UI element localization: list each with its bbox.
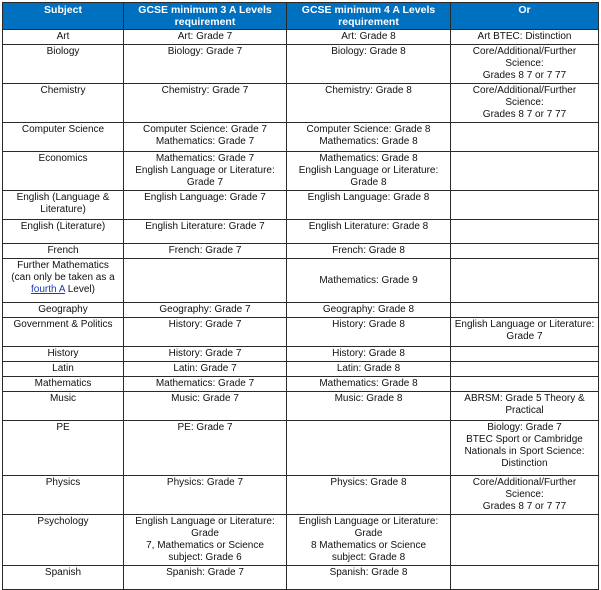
- req3-cell: Spanish: Grade 7: [124, 566, 287, 590]
- table-row: [3, 84, 599, 123]
- or-cell: Core/Additional/Further Science: Grades 8 7 or 7 77: [451, 476, 599, 515]
- req4-cell: Physics: Grade 8: [287, 476, 451, 515]
- or-cell: [451, 123, 599, 152]
- req3-cell: History: Grade 7: [124, 318, 287, 347]
- or-cell: [451, 377, 599, 392]
- table-row: [3, 152, 599, 191]
- or-cell: [451, 303, 599, 318]
- or-cell: [451, 244, 599, 259]
- subject-cell: Latin: [3, 362, 124, 377]
- or-cell: Core/Additional/Further Science: Grades 8 7 or 7 77: [451, 84, 599, 123]
- req4-cell: Geography: Grade 8: [287, 303, 451, 318]
- table-row: [3, 362, 599, 377]
- subject-tail: Level): [64, 284, 95, 295]
- req4-cell: Mathematics: Grade 8 English Language or Literature: Grade 8: [287, 152, 451, 191]
- or-cell: English Language or Literature: Grade 7: [451, 318, 599, 347]
- subject-cell: Music: [3, 392, 124, 421]
- or-cell: [451, 152, 599, 191]
- table-row: [3, 377, 599, 392]
- req3-cell: English Language or Literature: Grade 7, Mathematics or Science subject: Grade 6: [124, 515, 287, 566]
- req3-cell: PE: Grade 7: [124, 421, 287, 476]
- table-row: [3, 244, 599, 259]
- req4-cell: English Language: Grade 8: [287, 191, 451, 220]
- req3-cell: Physics: Grade 7: [124, 476, 287, 515]
- subject-cell: English (Language & Literature): [3, 191, 124, 220]
- req4-cell: Art: Grade 8: [287, 30, 451, 45]
- table-row: [3, 303, 599, 318]
- req4-cell: Mathematics: Grade 9: [287, 259, 451, 303]
- req4-cell: [287, 421, 451, 476]
- req4-cell: English Literature: Grade 8: [287, 220, 451, 244]
- req4-cell: Latin: Grade 8: [287, 362, 451, 377]
- req3-cell: Latin: Grade 7: [124, 362, 287, 377]
- subject-cell: Computer Science: [3, 123, 124, 152]
- or-cell: ABRSM: Grade 5 Theory & Practical: [451, 392, 599, 421]
- or-cell: [451, 259, 599, 303]
- subject-cell: French: [3, 244, 124, 259]
- subject-cell: History: [3, 347, 124, 362]
- req3-cell: Art: Grade 7: [124, 30, 287, 45]
- table-row: [3, 515, 599, 566]
- or-cell: Core/Additional/Further Science: Grades 8 7 or 7 77: [451, 45, 599, 84]
- subject-cell: [3, 259, 124, 303]
- header-or: Or: [451, 3, 599, 30]
- subject-cell: Physics: [3, 476, 124, 515]
- subject-cell: Art: [3, 30, 124, 45]
- req4-cell: Biology: Grade 8: [287, 45, 451, 84]
- table-row: [3, 30, 599, 45]
- subject-cell: Chemistry: [3, 84, 124, 123]
- req4-cell: Mathematics: Grade 8: [287, 377, 451, 392]
- req4-cell: Music: Grade 8: [287, 392, 451, 421]
- req4-cell: Chemistry: Grade 8: [287, 84, 451, 123]
- subject-cell: Spanish: [3, 566, 124, 590]
- subject-cell: Economics: [3, 152, 124, 191]
- req4-cell: Spanish: Grade 8: [287, 566, 451, 590]
- subject-cell: Psychology: [3, 515, 124, 566]
- header-row: [3, 3, 599, 30]
- req3-cell: Computer Science: Grade 7 Mathematics: Grade 7: [124, 123, 287, 152]
- subject-cell: PE: [3, 421, 124, 476]
- or-cell: [451, 566, 599, 590]
- req3-cell: History: Grade 7: [124, 347, 287, 362]
- or-cell: [451, 515, 599, 566]
- req3-cell: Chemistry: Grade 7: [124, 84, 287, 123]
- req3-cell: English Literature: Grade 7: [124, 220, 287, 244]
- req4-cell: History: Grade 8: [287, 318, 451, 347]
- req3-cell: Music: Grade 7: [124, 392, 287, 421]
- table-row: [3, 566, 599, 590]
- table-row: [3, 392, 599, 421]
- or-cell: [451, 191, 599, 220]
- or-cell: [451, 347, 599, 362]
- req4-cell: English Language or Literature: Grade 8 Mathematics or Science subject: Grade 8: [287, 515, 451, 566]
- header-min-3-a-levels: GCSE minimum 3 A Levels requirement: [124, 3, 287, 30]
- req3-cell: English Language: Grade 7: [124, 191, 287, 220]
- req4-cell: French: Grade 8: [287, 244, 451, 259]
- subject-cell: Geography: [3, 303, 124, 318]
- or-cell: [451, 362, 599, 377]
- table-row: [3, 421, 599, 476]
- table-row: [3, 220, 599, 244]
- table-row: [3, 318, 599, 347]
- table-row: [3, 259, 599, 303]
- req3-cell: Mathematics: Grade 7: [124, 377, 287, 392]
- header-subject: Subject: [3, 3, 124, 30]
- req3-cell: [124, 259, 287, 303]
- table-row: [3, 45, 599, 84]
- req3-cell: Biology: Grade 7: [124, 45, 287, 84]
- req4-cell: History: Grade 8: [287, 347, 451, 362]
- header-min-4-a-levels: GCSE minimum 4 A Levels requirement: [287, 3, 451, 30]
- req3-cell: French: Grade 7: [124, 244, 287, 259]
- subject-cell: Biology: [3, 45, 124, 84]
- table-row: [3, 347, 599, 362]
- or-cell: Biology: Grade 7 BTEC Sport or Cambridge Nationals in Sport Science: Distinction: [451, 421, 599, 476]
- req3-cell: Geography: Grade 7: [124, 303, 287, 318]
- subject-cell: Government & Politics: [3, 318, 124, 347]
- req3-cell: Mathematics: Grade 7 English Language or Literature: Grade 7: [124, 152, 287, 191]
- gcse-requirements-table: [2, 2, 599, 590]
- table-row: [3, 476, 599, 515]
- fourth-a-link[interactable]: fourth A: [31, 284, 65, 295]
- subject-cell: Mathematics: [3, 377, 124, 392]
- or-cell: Art BTEC: Distinction: [451, 30, 599, 45]
- subject-text: Further Mathematics (can only be taken as a: [11, 260, 115, 283]
- table-row: [3, 123, 599, 152]
- table-row: [3, 191, 599, 220]
- or-cell: [451, 220, 599, 244]
- req4-cell: Computer Science: Grade 8 Mathematics: Grade 8: [287, 123, 451, 152]
- subject-cell: English (Literature): [3, 220, 124, 244]
